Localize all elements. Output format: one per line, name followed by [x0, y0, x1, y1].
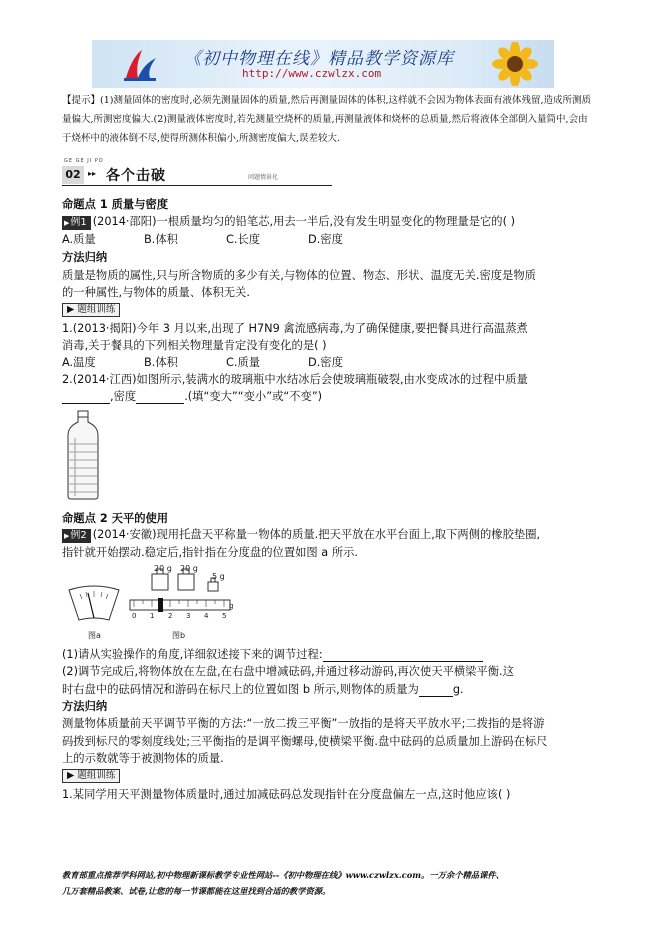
weight-label-3: 5 g	[212, 572, 225, 581]
method1-line-2: 的一种属性,与物体的质量、体积无关.	[62, 286, 250, 299]
weight-label-1: 20 g	[154, 564, 172, 573]
hint-paragraph: 【提示】(1)测量固体的密度时,必须先测量固体的质量,然后再测量固体的体积,这样就不会因为物体表面有液体残留,造成所测质量偏大,所测密度偏大.(2)测量液体密度时,若先测量空烧杯的质量,再测量液体和烧杯的总质量,然后将液体全部倒入量筒中,会由于烧杯中的液体倒不尽,使得所测体积偏小,所测密度偏大,误差较大.	[62, 95, 592, 144]
scale-tick-3: 3	[186, 612, 191, 620]
q1-option-a: A.温度	[62, 356, 96, 369]
example2-line-1	[62, 526, 592, 543]
drill1-tag: ▶ 题组训练	[62, 303, 120, 317]
answer-blank-procedure[interactable]	[323, 649, 483, 662]
section-arrow-icon: ▸▸	[88, 169, 97, 178]
czwlzx-logo-icon	[120, 44, 160, 84]
sub2-unit: g.	[452, 683, 464, 696]
triangle-icon: ▶	[64, 219, 70, 227]
page-footer	[62, 867, 602, 899]
t1-q1-line-2: 消毒,关于餐具的下列相关物理量肯定没有变化的是( )	[62, 339, 327, 352]
t1-q1-options	[62, 354, 592, 370]
t2-sub2-line-2	[62, 681, 592, 697]
answer-blank-density[interactable]	[136, 391, 184, 404]
example2-tag	[62, 529, 91, 543]
example2-line-2: 指针就开始摆动.稳定后,指针指在分度盘的位置如图 a 所示.	[62, 546, 359, 559]
method2-line-2: 码拨到标尺的零刻度线处;三平衡指的是调平衡螺母,使横梁平衡.盘中砝码的总质量加上游码在标尺	[62, 735, 548, 748]
scale-tick-0: 0	[132, 612, 137, 620]
section-title: 各个击破	[106, 168, 166, 184]
t2-q1-line: 1.某同学用天平测量物体质量时,通过加减砝码总发现指针在分度盘偏左一点,这时他应该( )	[62, 788, 511, 801]
example1-text: (2014·邵阳)一根质量均匀的铅笔芯,用去一半后,没有发生明显变化的物理量是它的( )	[92, 215, 516, 228]
section-pinyin: GE GE JI PO	[64, 158, 104, 164]
option-a: A.质量	[62, 233, 96, 246]
site-banner	[92, 40, 554, 88]
section-subtitle: 问题情景化	[248, 174, 279, 181]
scale-tick-2: 2	[168, 612, 173, 620]
answer-blank-mass[interactable]	[62, 391, 110, 404]
method2-line-3: 上的示数就等于被测物体的质量.	[62, 752, 224, 765]
q1-option-b: B.体积	[144, 356, 178, 369]
method1-heading: 方法归纳	[62, 251, 108, 264]
q2-fill-hint: .(填“变大”“变小”或“不变”)	[184, 390, 323, 403]
balance-dial-figure	[66, 580, 122, 626]
weight-label-2: 20 g	[180, 564, 198, 573]
option-d: D.密度	[308, 233, 343, 246]
fig-a-label: 图a	[88, 631, 101, 640]
drill2-tag-row	[62, 768, 592, 783]
t1-q1-line-1: 1.(2013·揭阳)今年 3 月以来,出现了 H7N9 禽流感病毒,为了确保健康,要把餐具进行高温蒸煮	[62, 322, 528, 335]
scale-tick-1: 1	[150, 612, 155, 620]
fig-b-label: 图b	[172, 631, 186, 640]
drill1-tag-row	[62, 302, 592, 317]
example1-tag	[62, 216, 91, 230]
example2-text-1: (2014·安徽)现用托盘天平称量一物体的质量.把天平放在水平台面上,取下两侧的橡胶垫圈,	[92, 528, 541, 541]
triangle-icon: ▶	[64, 532, 70, 540]
method2-heading: 方法归纳	[62, 700, 108, 713]
sunflower-icon	[484, 42, 546, 86]
answer-blank-mass-value[interactable]	[419, 684, 453, 697]
example1	[62, 213, 592, 230]
example1-tag-label: 例1	[70, 217, 87, 228]
method1-line-1: 质量是物质的属性,只与所含物质的多少有关,与物体的位置、物态、形状、温度无关.密度是物质	[62, 269, 536, 282]
rider-slider	[158, 598, 163, 612]
q1-option-c: C.质量	[226, 356, 261, 369]
topic1-heading: 命题点 1 质量与密度	[62, 198, 169, 211]
section-divider	[62, 185, 332, 186]
q2-density-text: ,密度	[110, 390, 137, 403]
sub1-text: (1)请从实验操作的角度,详细叙述接下来的调节过程:	[62, 648, 323, 661]
option-c: C.长度	[226, 233, 261, 246]
t2-sub1	[62, 646, 592, 662]
method2-line-1: 测量物体质量前天平调节平衡的方法:“一放二拨三平衡”一放指的是将天平放水平;二拨指的是将游	[62, 717, 545, 730]
scale-unit: g	[229, 602, 234, 610]
drill2-tag-label: 题组训练	[77, 770, 116, 781]
drill2-tag: ▶ 题组训练	[62, 769, 120, 783]
topic2-heading: 命题点 2 天平的使用	[62, 512, 169, 525]
t1-q2-line-1: 2.(2014·江西)如图所示,装满水的玻璃瓶中水结冰后会使玻璃瓶破裂,由水变成冰的过程中质量	[62, 373, 528, 386]
drill1-tag-label: 题组训练	[77, 304, 116, 315]
q1-option-d: D.密度	[308, 356, 343, 369]
example2-tag-label: 例2	[70, 530, 87, 541]
t1-q2-line-2	[62, 388, 592, 404]
scale-tick-4: 4	[204, 612, 209, 620]
water-bottle-icon	[66, 410, 100, 500]
t2-sub2-line-1: (2)调节完成后,将物体放在左盘,在右盘中增减砝码,并通过移动游码,再次使天平横梁平衡.这	[62, 665, 514, 678]
footer-line-1: 教育部重点推荐学科网站,初中物理新课标教学专业性网站--《初中物理在线》www.czwlzx.com。一万余个精品课件、	[62, 870, 504, 880]
banner-title: 《初中物理在线》精品教学资源库	[184, 49, 454, 69]
example1-options	[62, 231, 592, 247]
footer-line-2: 几万套精品教案、试卷,让您的每一节课都能在这里找到合适的教学资源。	[62, 886, 331, 896]
section-header	[62, 156, 332, 190]
option-b: B.体积	[144, 233, 178, 246]
banner-url[interactable]: http://www.czwlzx.com	[242, 67, 382, 80]
scale-tick-5: 5	[222, 612, 227, 620]
section-number: 02	[62, 166, 84, 184]
sub2-text: 时右盘中的砝码情况和游码在标尺上的位置如图 b 所示,则物体的质量为	[62, 683, 419, 696]
